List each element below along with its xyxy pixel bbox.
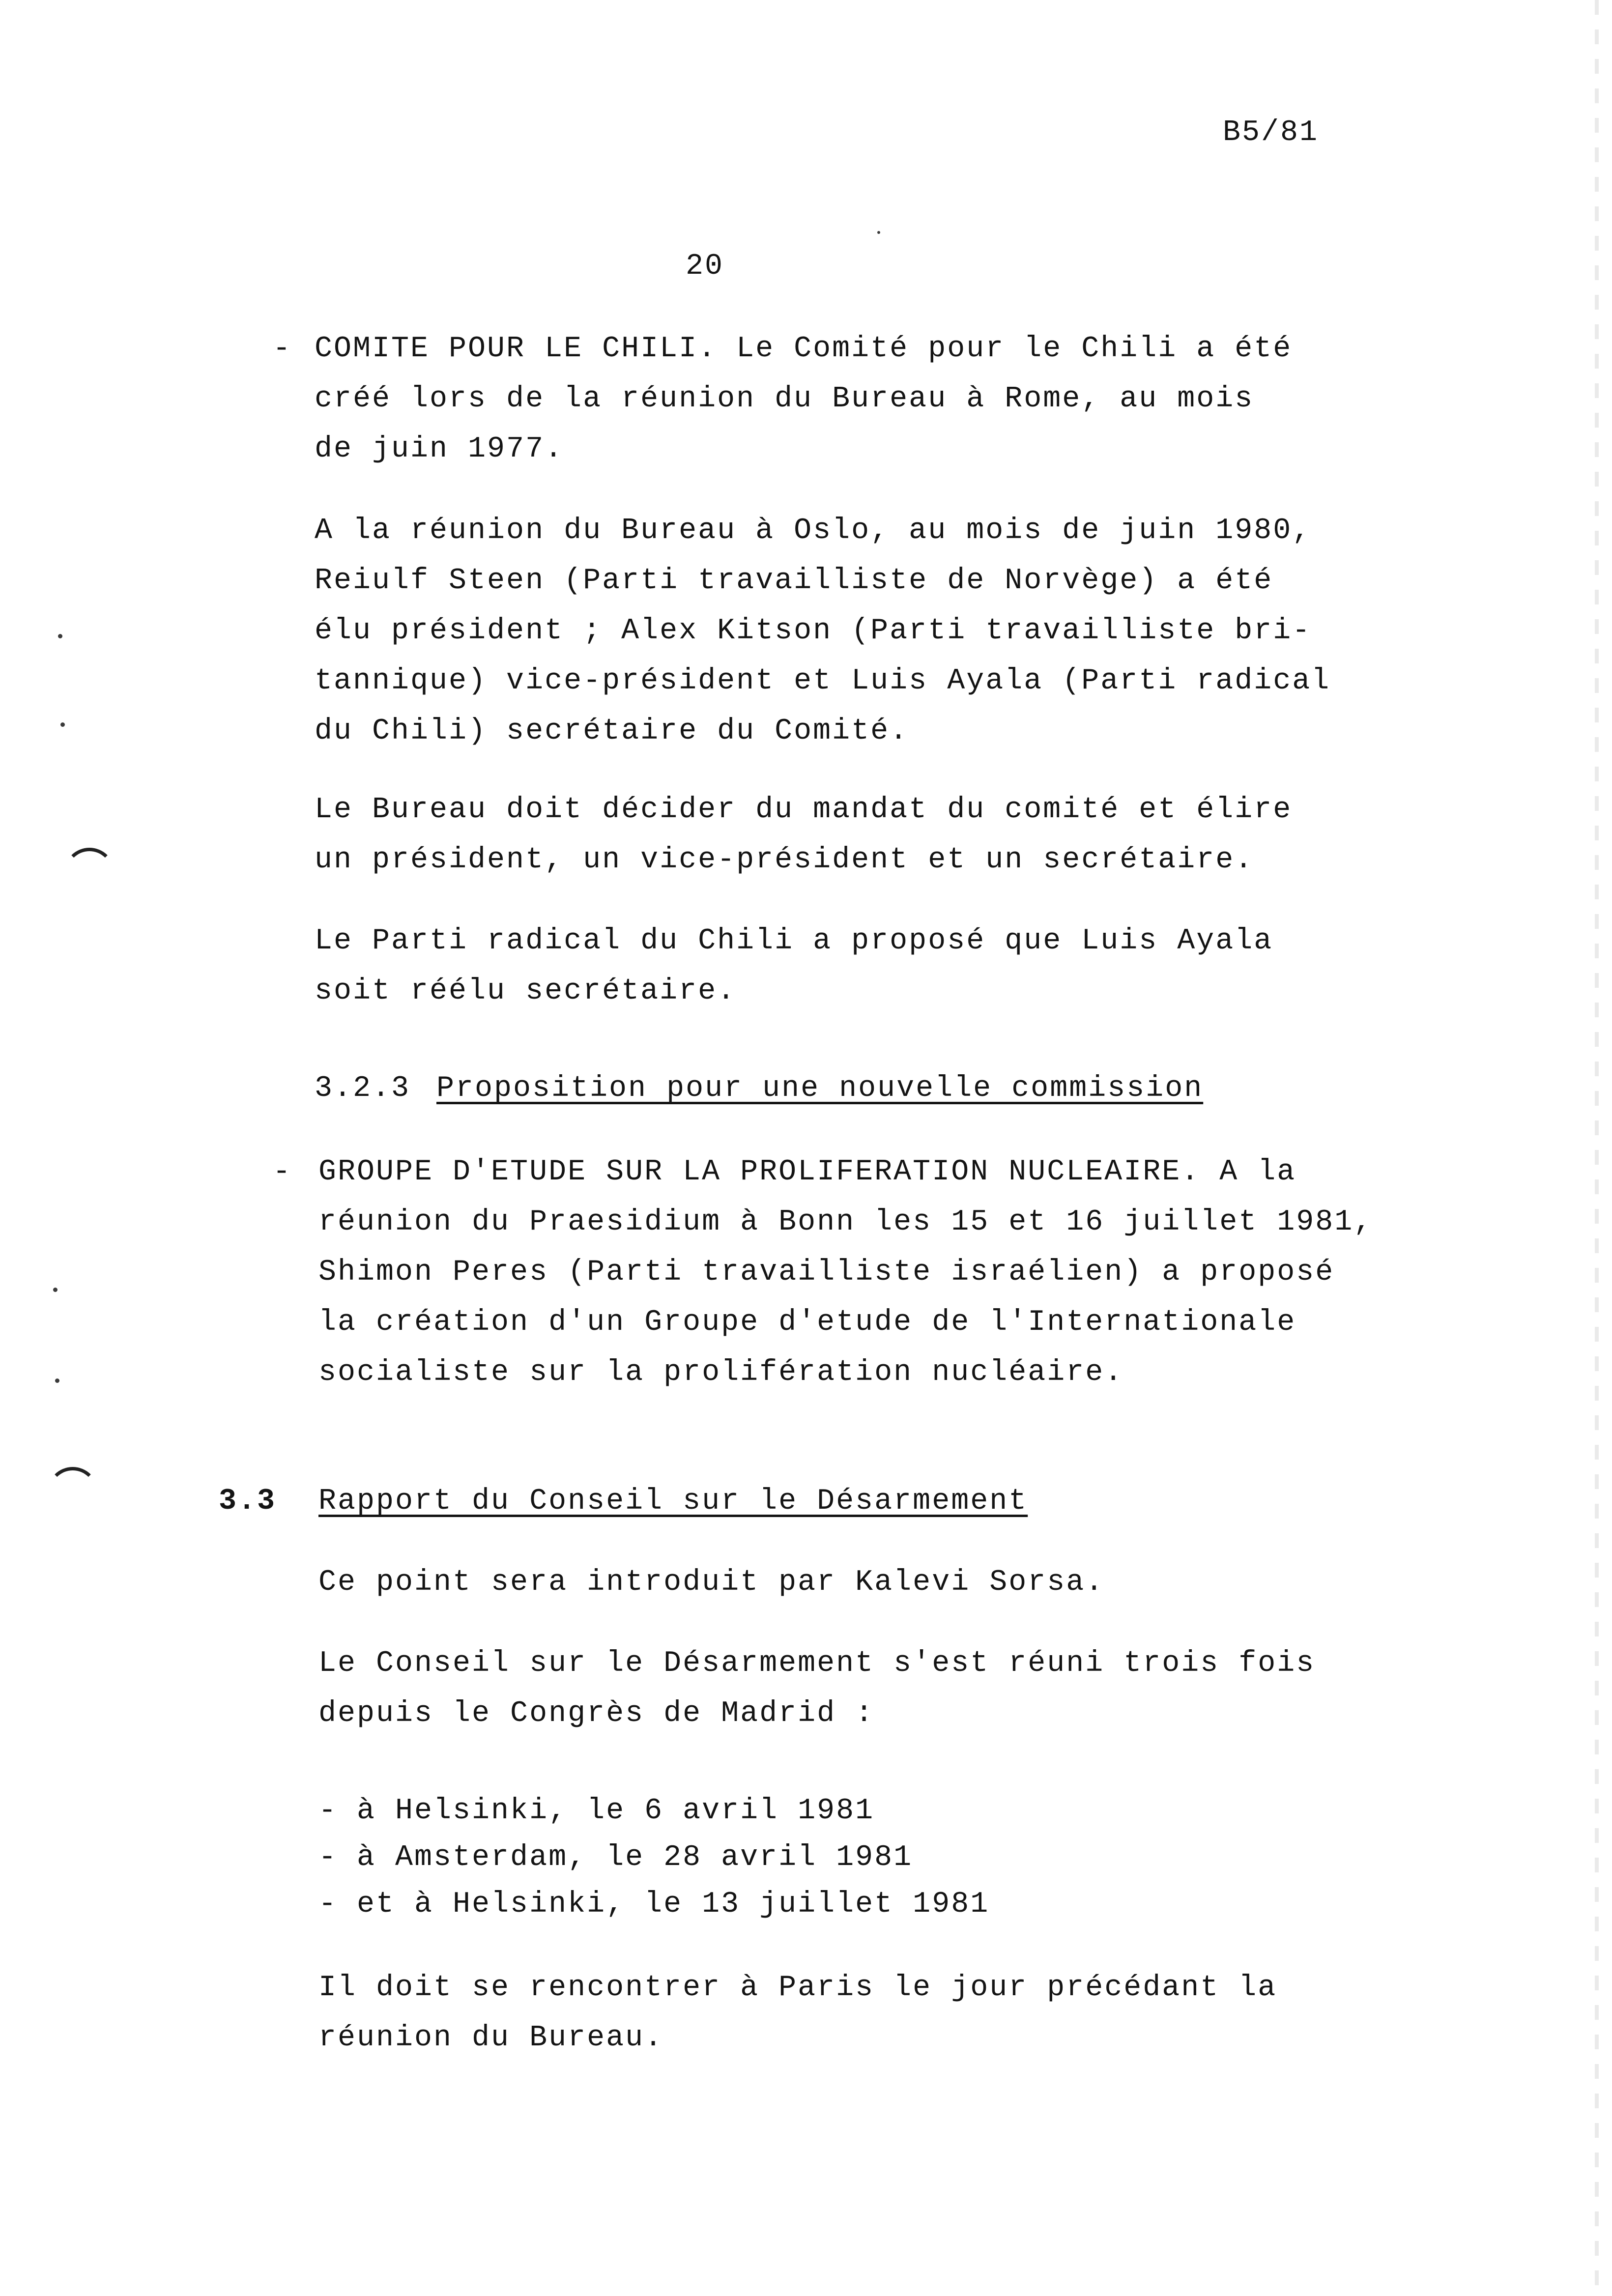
margin-dot — [55, 1378, 59, 1383]
section-number: 3.3 — [219, 1485, 277, 1518]
section-title: Proposition pour une nouvelle commission — [436, 1072, 1204, 1105]
speck — [877, 231, 880, 234]
text-line: Shimon Peres (Parti travailliste israélien) a proposé — [318, 1256, 1335, 1289]
punch-hole-mark — [47, 1467, 98, 1518]
text-line: Ce point sera introduit par Kalevi Sorsa. — [318, 1566, 1105, 1599]
text-line: A la réunion du Bureau à Oslo, au mois de juin 1980, — [315, 514, 1312, 547]
text-line: Le Bureau doit décider du mandat du comité et élire — [315, 793, 1293, 827]
text-line: tannique) vice-président et Luis Ayala (Parti radical — [315, 664, 1331, 698]
text-line: élu président ; Alex Kitson (Parti travailliste bri- — [315, 614, 1312, 648]
margin-dot — [60, 722, 65, 727]
text-line: de juin 1977. — [315, 432, 564, 466]
text-line: un président, un vice-président et un secrétaire. — [315, 843, 1254, 877]
text-line: soit réélu secrétaire. — [315, 975, 737, 1008]
text-line: COMITE POUR LE CHILI. Le Comité pour le Chili a été — [315, 332, 1293, 366]
page-number: 20 — [686, 250, 724, 283]
text-line: Le Conseil sur le Désarmement s'est réuni trois fois — [318, 1647, 1316, 1680]
text-line: depuis le Congrès de Madrid : — [318, 1697, 875, 1730]
list-item: - et à Helsinki, le 13 juillet 1981 — [318, 1888, 990, 1921]
list-item: - à Amsterdam, le 28 avril 1981 — [318, 1841, 913, 1874]
list-item: - à Helsinki, le 6 avril 1981 — [318, 1794, 875, 1828]
punch-hole-mark — [64, 848, 115, 899]
margin-dot — [58, 634, 62, 638]
margin-dot — [53, 1288, 58, 1292]
text-line: GROUPE D'ETUDE SUR LA PROLIFERATION NUCLEAIRE. A la — [318, 1155, 1296, 1189]
section-number: 3.2.3 — [315, 1072, 411, 1105]
text-line: du Chili) secrétaire du Comité. — [315, 715, 909, 748]
scan-edge — [1595, 0, 1599, 2296]
text-line: Reiulf Steen (Parti travailliste de Norvège) a été — [315, 564, 1273, 598]
bullet-dash: - — [273, 332, 292, 366]
text-line: réunion du Praesidium à Bonn les 15 et 16 juillet 1981, — [318, 1205, 1373, 1239]
document-reference: B5/81 — [1223, 116, 1319, 149]
text-line: Le Parti radical du Chili a proposé que Luis Ayala — [315, 924, 1273, 958]
bullet-dash: - — [273, 1155, 292, 1189]
text-line: réunion du Bureau. — [318, 2021, 664, 2055]
text-line: socialiste sur la prolifération nucléaire. — [318, 1356, 1124, 1389]
text-line: Il doit se rencontrer à Paris le jour précédant la — [318, 1971, 1277, 2005]
text-line: la création d'un Groupe d'etude de l'Internationale — [318, 1306, 1296, 1339]
section-title: Rapport du Conseil sur le Désarmement — [318, 1485, 1028, 1518]
text-line: créé lors de la réunion du Bureau à Rome, au mois — [315, 382, 1254, 416]
